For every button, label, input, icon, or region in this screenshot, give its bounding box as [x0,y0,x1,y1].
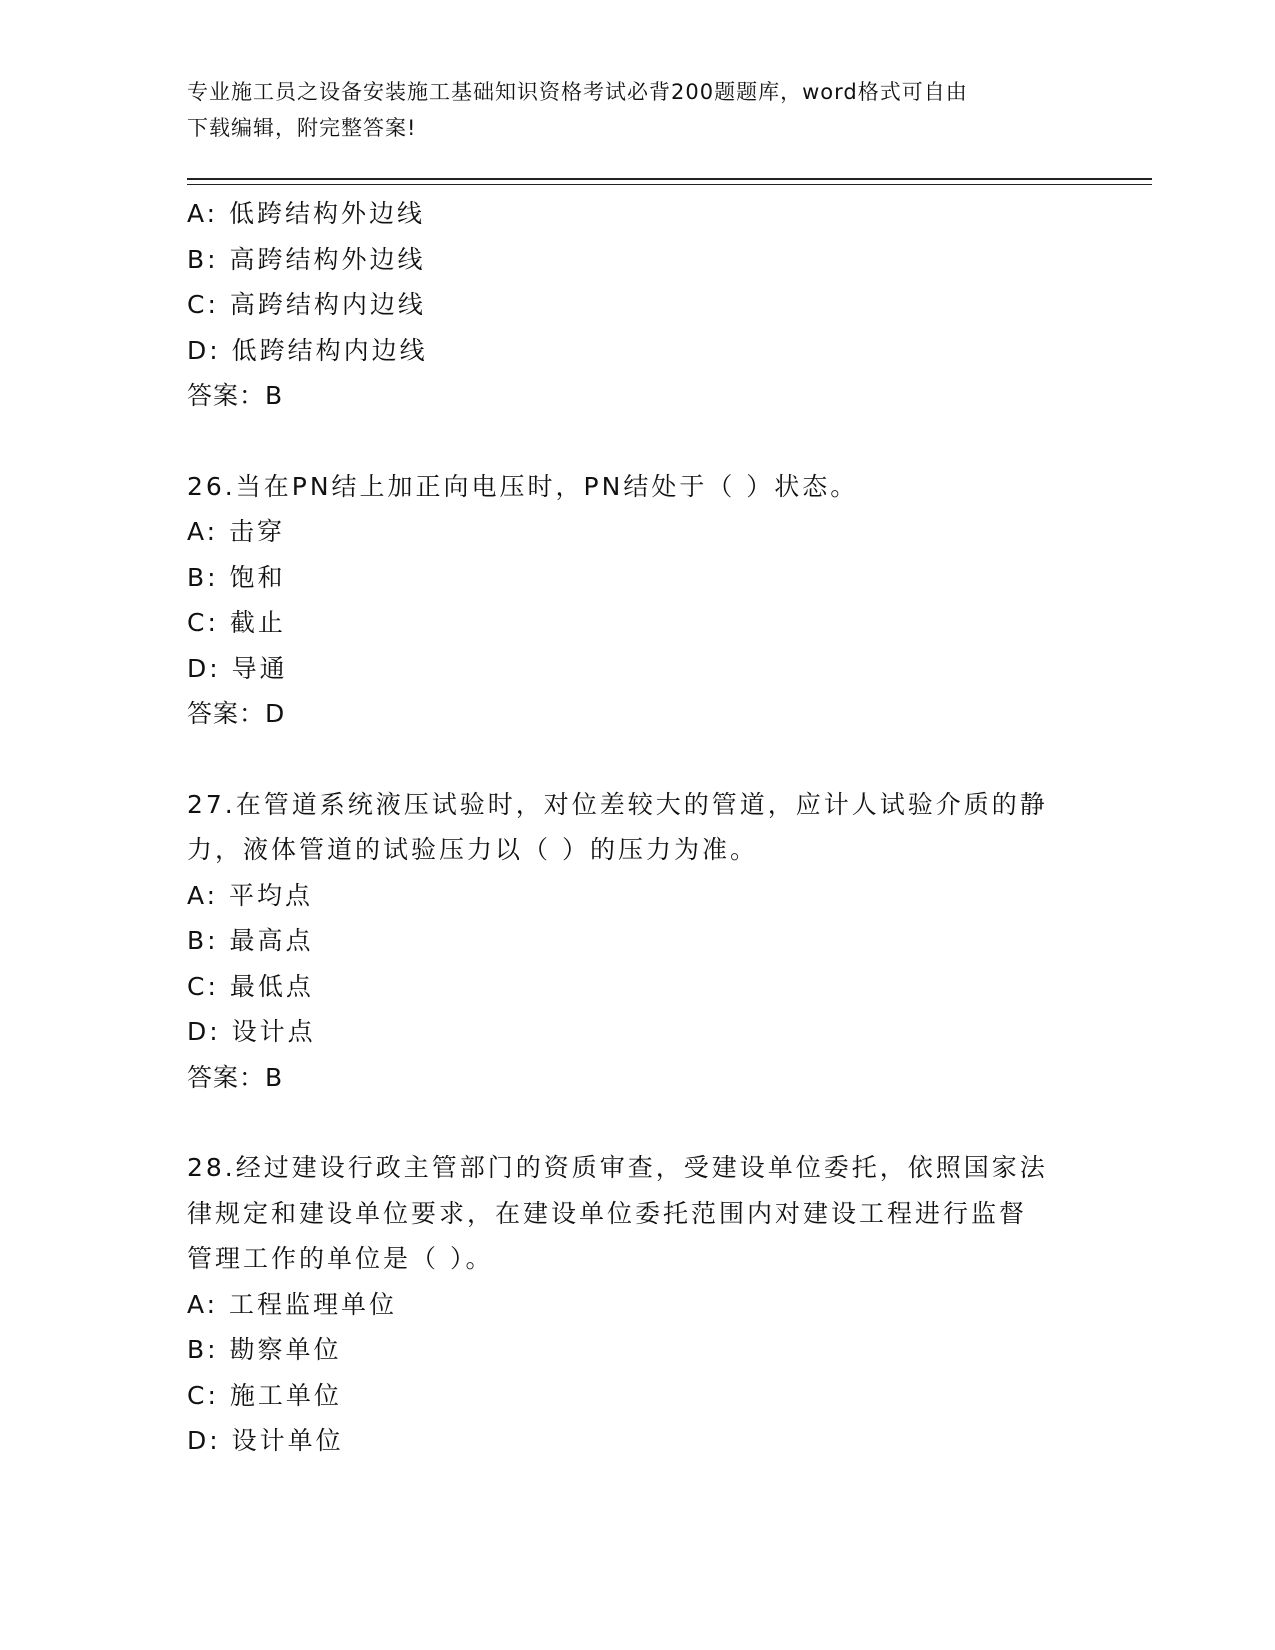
question-text-line-2: 力，液体管道的试验压力以（ ）的压力为准。 [187,835,758,864]
option-b: B: 勘察单位 [187,1335,342,1364]
header-title-line-2: 下载编辑，附完整答案! [187,116,417,140]
question-28 [187,1145,1087,1464]
option-b: B: 最高点 [187,926,314,955]
document-header [187,74,1087,146]
option-a: A: 击穿 [187,517,286,546]
option-d: D: 低跨结构内边线 [187,335,428,365]
question-text-line-2: 律规定和建设单位要求，在建设单位委托范围内对建设工程进行监督 [187,1198,1028,1228]
spacer [187,737,1087,782]
option-b: B: 高跨结构外边线 [187,244,426,274]
header-divider-thin [187,184,1152,185]
spacer [187,1100,1087,1145]
question-text: 26.当在PN结上加正向电压时，PN结处于（ ）状态。 [187,471,859,501]
question-26 [187,464,1087,737]
option-c: C: 高跨结构内边线 [187,290,426,319]
option-c: C: 最低点 [187,971,314,1001]
question-25-continued [187,191,1087,419]
answer-label: 答案：D [187,699,286,728]
question-text-line-3: 管理工作的单位是（ ）。 [187,1244,494,1273]
option-c: C: 施工单位 [187,1380,342,1410]
option-d: D: 导通 [187,653,288,683]
question-list [187,191,1087,1464]
option-c: C: 截止 [187,608,286,637]
option-b: B: 饱和 [187,562,286,592]
spacer [187,419,1087,464]
question-text-line-1: 28.经过建设行政主管部门的资质审查，受建设单位委托，依照国家法 [187,1153,1048,1182]
header-title-line-1: 专业施工员之设备安装施工基础知识资格考试必背200题题库，word格式可自由 [187,80,968,104]
option-a: A: 低跨结构外边线 [187,199,426,228]
option-d: D: 设计单位 [187,1426,344,1455]
answer-label: 答案：B [187,381,284,410]
option-a: A: 工程监理单位 [187,1289,398,1319]
header-divider-thick [187,178,1152,180]
question-text-line-1: 27.在管道系统液压试验时，对位差较大的管道，应计人试验介质的静 [187,789,1048,819]
option-d: D: 设计点 [187,1017,316,1046]
question-27 [187,782,1087,1101]
answer-label: 答案：B [187,1062,284,1092]
option-a: A: 平均点 [187,880,314,910]
